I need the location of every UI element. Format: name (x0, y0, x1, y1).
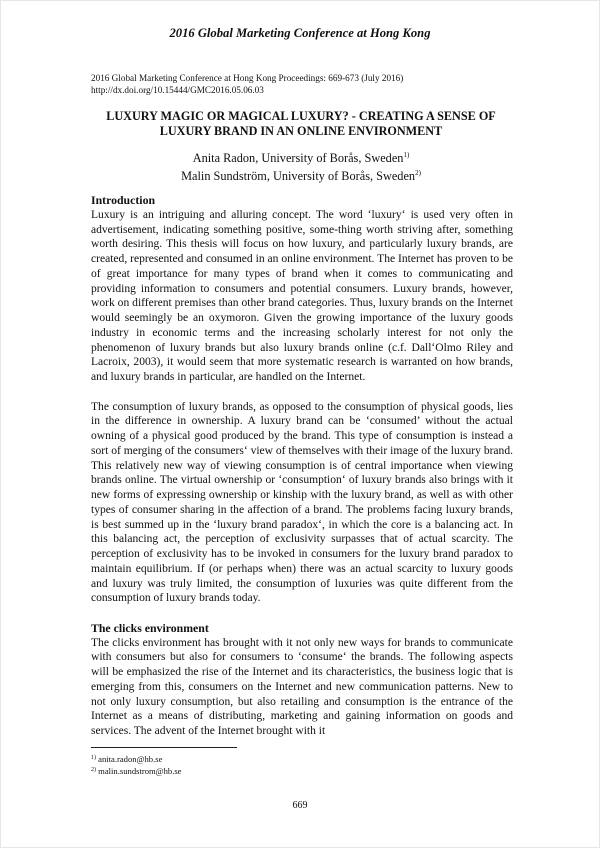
paper-body (91, 193, 513, 739)
paper-title (91, 109, 511, 139)
running-head: 2016 Global Marketing Conference at Hong Kong (169, 26, 431, 40)
author-2-name: Malin Sundström, University of Borås, Sweden (181, 169, 416, 183)
author-1 (91, 148, 511, 166)
section-heading-introduction: Introduction (91, 193, 156, 207)
footnotes (91, 753, 391, 778)
doi-link[interactable]: http://dx.doi.org/10.15444/GMC2016.05.06.03 (91, 85, 264, 95)
paragraph: The consumption of luxury brands, as opposed to the consumption of physical goods, lies in the difference in ownership. A luxury brand can be ‘consumed’ without the actual owning of a physical good produced by the brand. This type of consumption is instead a sort of merging of the consumers‘ view of themselves with their image of the luxury brand. This relatively new way of viewing consumption is of central importance when viewing brands online. The virtual ownership or ‘consumption‘ of luxury brands also brings with it new forms of expressing ownership or kinship with the luxury brand, as well as with other types of consumer sharing in the affection of a brand. The problems facing luxury brands, is best summed up in the ‘luxury brand paradox‘, in which the core is a balancing act. In this balancing act, the perception of exclusivity surpasses that of actual scarcity. The perception of exclusivity has to be invoked in consumers for the luxury brand paradox to maintain equilibrium. If (or perhaps when) there was an actual scarcity to luxury goods and luxury was truly limited, the consumption of luxuries was quite different from the consumption of luxury brands today. (91, 400, 513, 605)
footnote-2-mark: 2) (91, 767, 96, 774)
author-1-footnote-mark[interactable]: 1) (403, 151, 410, 159)
author-list (91, 148, 511, 184)
footnote-divider (91, 747, 237, 748)
section-heading-clicks-environment: The clicks environment (91, 620, 209, 635)
footnote-1-mark: 1) (91, 755, 96, 761)
footnote-1-email[interactable]: anita.radon@hb.se (98, 754, 163, 764)
title-line-1: LUXURY MAGIC OR MAGICAL LUXURY? - CREATING A SENSE OF (106, 109, 496, 123)
footnote-2 (91, 765, 391, 777)
paragraph: Luxury is an intriguing and alluring concept. The word ‘luxury‘ is used very often in advertisement, indicating something positive, some-thing worth striving after, something worth desiring. This thesis will focus on how luxury, and particularly luxury brands, are created, represented and consumed in an online environment. The Internet has proven to be of great importance for many types of brand when it comes to communicating and providing information to consumers and potential consumers. Luxury brands, however, work on different premises than other brand categories. Thus, luxury brands on the Internet would seemingly be an oxymoron. Given the growing importance of the luxury goods industry in economic terms and the increasing scholarly interest for not only the phenomenon of luxury brands but also luxury brands online (c.f. Dall‘Olmo Riley and Lacroix, 2003), it would seem that more systematic research is warranted on how brands, and luxury brands in particular, are handled on the Internet. (91, 208, 513, 383)
page-number: 669 (292, 800, 308, 811)
title-line-2: LUXURY BRAND IN AN ONLINE ENVIRONMENT (159, 123, 443, 138)
author-1-name: Anita Radon, University of Borås, Sweden (192, 151, 404, 165)
author-2 (91, 166, 511, 184)
proceedings-line: 2016 Global Marketing Conference at Hong Kong Proceedings: 669-673 (July 2016) (91, 73, 404, 83)
proceedings-info (91, 72, 521, 96)
paragraph: The clicks environment has brought with it not only new ways for brands to communicate with consumers but also for consumers to ‘consume‘ the brands. The following aspects will be emphasized the rise of the Internet and its characteristics, the business logic that is emerging from this, consumers on the Internet and new communication patterns. New to not only luxury consumption, but also retailing and consumption is the entrance of the Internet as a means of distributing, marketing and gaining information on goods and services. The advent of the Internet brought with it (91, 636, 513, 737)
footnote-2-email[interactable]: malin.sundstrom@hb.se (98, 766, 182, 777)
author-2-footnote-mark[interactable]: 2) (415, 169, 421, 177)
footnote-1 (91, 753, 391, 765)
